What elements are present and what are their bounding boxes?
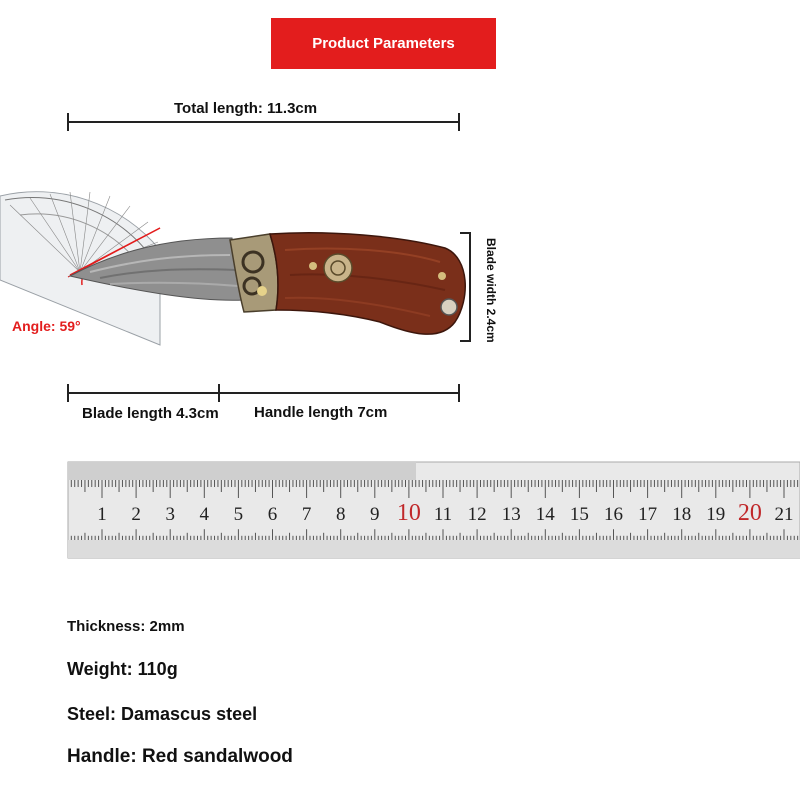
handle-length-label: Handle length 7cm bbox=[254, 404, 388, 421]
ruler-number: 3 bbox=[165, 504, 175, 525]
ruler-number: 8 bbox=[335, 504, 346, 525]
ruler-number: 18 bbox=[672, 504, 692, 525]
ruler-number: 9 bbox=[370, 504, 380, 525]
blade-length-label: Blade length 4.3cm bbox=[82, 405, 219, 422]
ruler-number: 14 bbox=[535, 504, 555, 525]
thickness-spec: Thickness: 2mm bbox=[67, 618, 185, 635]
ruler-number: 4 bbox=[199, 504, 210, 525]
angle-label: Angle: 59° bbox=[12, 318, 81, 334]
banner-title: Product Parameters bbox=[312, 35, 455, 52]
sandalwood-handle bbox=[270, 233, 465, 334]
ruler-number: 6 bbox=[267, 504, 278, 525]
ruler-number: 2 bbox=[131, 504, 141, 525]
ruler-number: 17 bbox=[638, 504, 658, 525]
ruler-number: 20 bbox=[737, 500, 762, 526]
ruler-number: 7 bbox=[301, 504, 312, 525]
ruler-number: 15 bbox=[569, 504, 589, 525]
ruler-number: 12 bbox=[467, 504, 487, 525]
handle-material-spec: Handle: Red sandalwood bbox=[67, 746, 293, 767]
blade-handle-length-line bbox=[68, 384, 459, 402]
total-length-label: Total length: 11.3cm bbox=[174, 100, 318, 117]
steel-spec: Steel: Damascus steel bbox=[67, 704, 258, 724]
measuring-ruler bbox=[68, 462, 800, 558]
ruler-number: 13 bbox=[501, 504, 521, 525]
ruler-number: 21 bbox=[774, 504, 794, 525]
ruler-number: 5 bbox=[233, 504, 244, 525]
blade-width-label: Blade width 2.4cm bbox=[484, 238, 498, 343]
weight-spec: Weight: 110g bbox=[67, 659, 178, 679]
ruler-number: 11 bbox=[433, 504, 453, 525]
ruler-number: 16 bbox=[604, 504, 623, 525]
ruler-number: 10 bbox=[396, 500, 421, 526]
ruler-number: 1 bbox=[97, 504, 107, 525]
ruler-number: 19 bbox=[706, 504, 726, 525]
